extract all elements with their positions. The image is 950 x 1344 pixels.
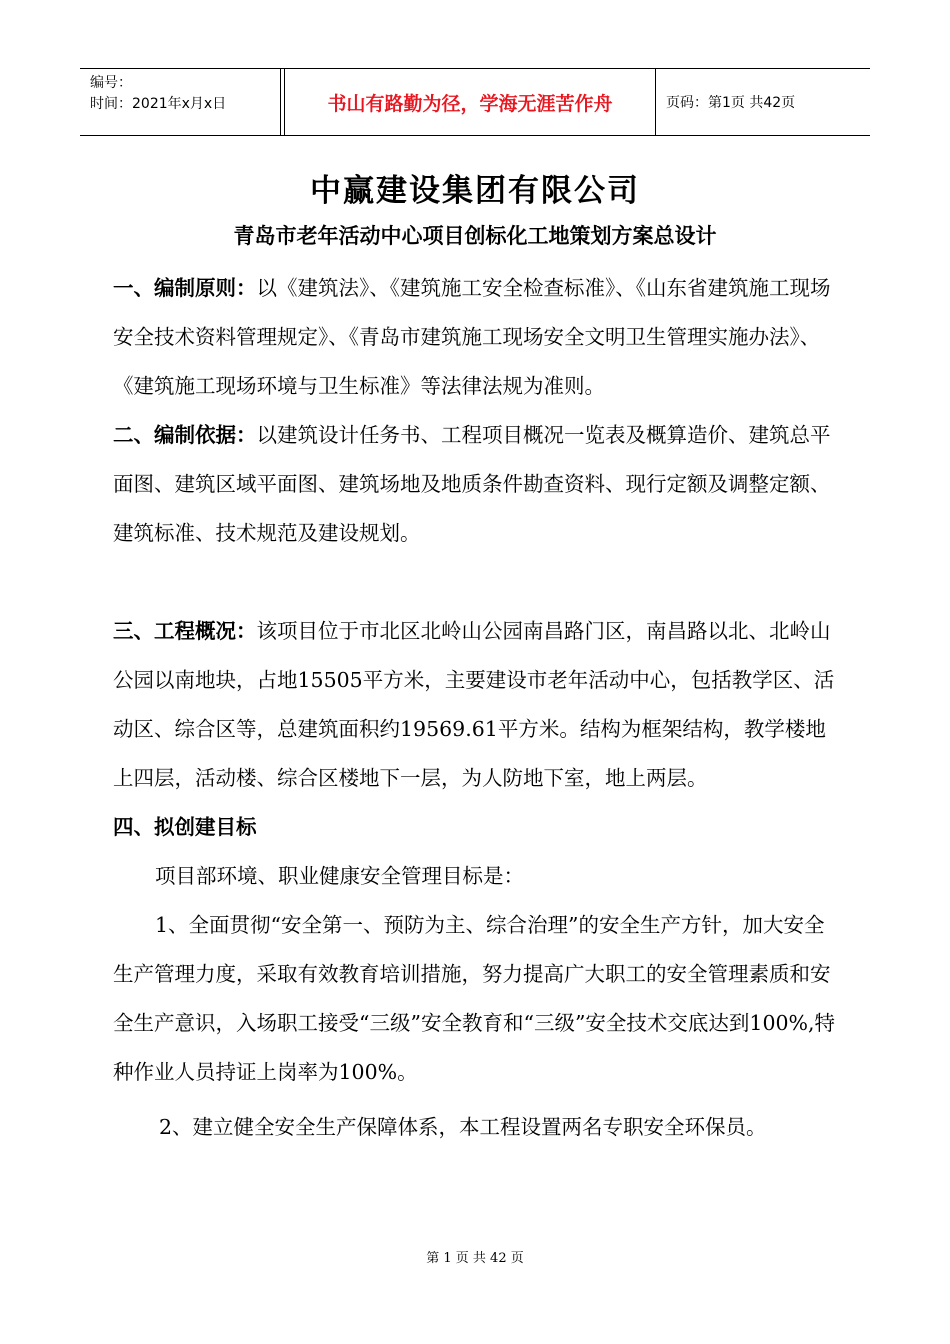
section-basis: [113, 411, 838, 558]
header-table: [80, 68, 870, 136]
section-principles: [113, 264, 838, 411]
section-heading: 三、工程概况：: [113, 619, 257, 643]
company-title: 中赢建设集团有限公司: [310, 173, 640, 209]
goal-item-1: 1、全面贯彻“安全第一、预防为主、综合治理”的安全生产方针，加大安全生产管理力度，采取有效教育培训措施，努力提高广大职工的安全管理素质和安全生产意识，入场职工接受“三级”安全教育和“三级”安全技术交底达到100%,特种作业人员持证上岗率为100%。: [113, 913, 836, 1084]
section-heading: 四、拟创建目标: [113, 815, 257, 839]
section-overview: [113, 607, 838, 803]
spacer: [113, 558, 838, 607]
header-meta: [80, 69, 281, 135]
document-subtitle: 青岛市老年活动中心项目创标化工地策划方案总设计: [233, 224, 717, 248]
page-info: 页码：第1页 共42页: [666, 95, 796, 111]
section-text: 以建筑设计任务书、工程项目概况一览表及概算造价、建筑总平面图、建筑区域平面图、建筑场地及地质条件勘查资料、现行定额及调整定额、建筑标准、技术规范及建设规划。: [113, 423, 831, 545]
section-text: 以《建筑法》、《建筑施工安全检查标准》、《山东省建筑施工现场安全技术资料管理规定》、《青岛市建筑施工现场安全文明卫生管理实施办法》、《建筑施工现场环境与卫生标准》等法律法规为准则。: [113, 276, 831, 398]
section-heading: 一、编制原则：: [113, 276, 257, 300]
number-label: 编号：: [90, 75, 132, 91]
document-body: [113, 264, 838, 1152]
date-label: 时间：2021年x月x日: [90, 96, 227, 112]
section-heading: 二、编制依据：: [113, 423, 257, 447]
section-text: 该项目位于市北区北岭山公园南昌路门区，南昌路以北、北岭山公园以南地块，占地15505平方米，主要建设市老年活动中心，包括教学区、活动区、综合区等，总建筑面积约19569.61平方米。结构为框架结构，教学楼地上四层，活动楼、综合区楼地下一层，为人防地下室，地上两层。: [113, 619, 835, 790]
page-footer: 第 1 页 共 42 页: [426, 1251, 524, 1266]
motto: 书山有路勤为径，学海无涯苦作舟: [284, 69, 656, 135]
section-goals: [113, 803, 838, 852]
goal-intro: 项目部环境、职业健康安全管理目标是：: [155, 864, 524, 888]
goal-item-2: 2、建立健全安全生产保障体系，本工程设置两名专职安全环保员。: [159, 1115, 767, 1139]
